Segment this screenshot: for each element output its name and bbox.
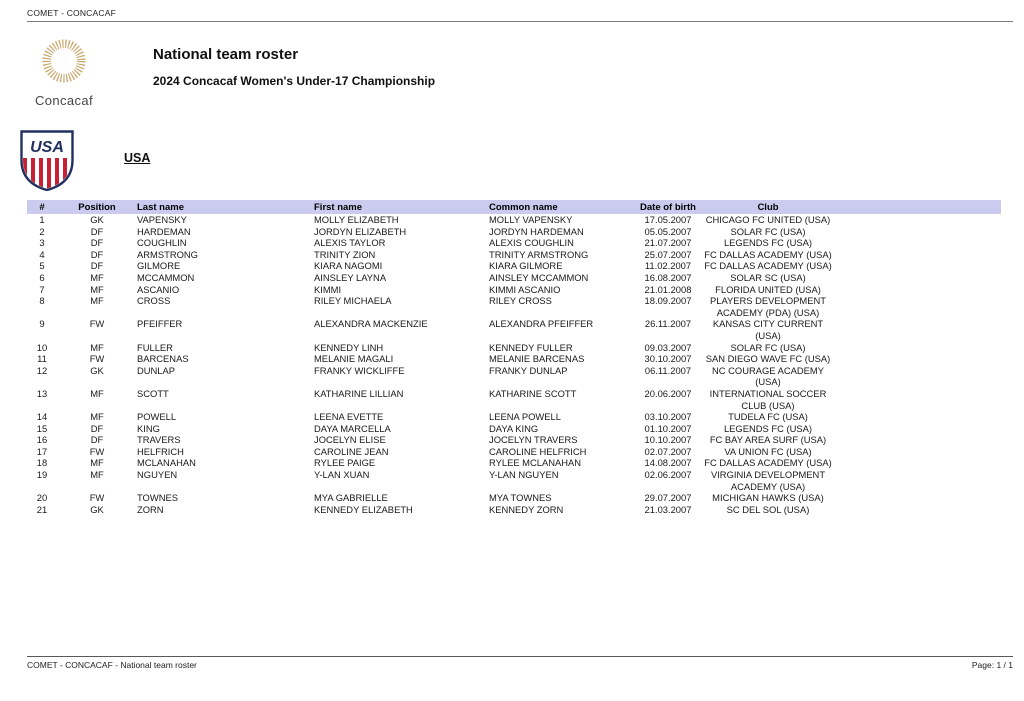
table-row <box>27 469 1001 492</box>
cell: VA UNION FC (USA) <box>724 445 812 457</box>
cell: FLORIDA UNITED (USA) <box>715 283 821 295</box>
cell: KIARA NAGOMI <box>314 260 383 272</box>
cell: 7 <box>39 283 45 295</box>
cell: KIARA GILMORE <box>489 260 563 272</box>
table-row <box>27 237 1001 249</box>
cell-filler <box>834 423 1001 435</box>
cell: KANSAS CITY CURRENT (USA) <box>712 318 824 341</box>
cell: AINSLEY MCCAMMON <box>489 271 589 283</box>
cell: 6 <box>39 271 45 283</box>
cell-filler <box>834 446 1001 458</box>
roster-table-body <box>27 214 1001 515</box>
cell: 8 <box>39 295 45 307</box>
cell-filler <box>834 365 1001 388</box>
cell: VIRGINIA DEVELOPMENT ACADEMY (USA) <box>710 469 826 492</box>
page-title: National team roster <box>153 46 299 63</box>
cell: CROSS <box>137 295 171 307</box>
cell: DF <box>90 225 104 237</box>
col-club: Club <box>702 200 834 214</box>
cell: MF <box>90 411 104 423</box>
col-first-name: First name <box>314 200 489 214</box>
cell: GILMORE <box>137 260 181 272</box>
cell: 17 <box>36 445 48 457</box>
cell: FW <box>89 353 105 365</box>
table-row <box>27 353 1001 365</box>
cell: 14.08.2007 <box>644 457 692 469</box>
crest-stripes <box>23 158 71 189</box>
table-row <box>27 504 1001 516</box>
cell: FC DALLAS ACADEMY (USA) <box>704 457 832 469</box>
cell: 26.11.2007 <box>644 318 692 330</box>
table-row <box>27 365 1001 388</box>
cell: 16 <box>36 434 48 446</box>
cell-filler <box>834 284 1001 296</box>
cell: FW <box>89 492 105 504</box>
cell: 01.10.2007 <box>644 422 692 434</box>
cell: FULLER <box>137 341 173 353</box>
cell: SOLAR SC (USA) <box>730 271 806 283</box>
cell: 19 <box>36 469 48 481</box>
col-last-name: Last name <box>137 200 314 214</box>
cell: 2 <box>39 225 45 237</box>
cell: TUDELA FC (USA) <box>728 411 808 423</box>
cell: NGUYEN <box>137 469 178 481</box>
cell: KATHARINE LILLIAN <box>314 387 404 399</box>
cell: GK <box>90 214 104 225</box>
cell: 25.07.2007 <box>644 248 692 260</box>
cell: FW <box>89 445 105 457</box>
cell: 17.05.2007 <box>644 214 692 225</box>
cell-filler <box>834 237 1001 249</box>
cell-filler <box>834 249 1001 261</box>
cell: DF <box>90 422 104 434</box>
table-row <box>27 411 1001 423</box>
cell-filler <box>834 388 1001 411</box>
cell: 29.07.2007 <box>644 492 692 504</box>
cell: GK <box>90 503 104 515</box>
cell: MF <box>90 283 104 295</box>
cell: BARCENAS <box>137 353 189 365</box>
cell: 06.11.2007 <box>644 364 692 376</box>
cell: JOCELYN TRAVERS <box>489 434 578 446</box>
col-filler <box>834 200 1001 214</box>
concacaf-logo <box>27 35 101 108</box>
cell: KING <box>137 422 160 434</box>
cell: TOWNES <box>137 492 178 504</box>
usa-crest-icon <box>20 129 74 191</box>
cell: FRANKY DUNLAP <box>489 364 568 376</box>
cell: ALEXIS COUGHLIN <box>489 237 574 249</box>
table-row <box>27 295 1001 318</box>
table-row <box>27 388 1001 411</box>
cell: KENNEDY FULLER <box>489 341 573 353</box>
cell: MF <box>90 341 104 353</box>
cell: MCCAMMON <box>137 271 195 283</box>
cell: 13 <box>36 387 48 399</box>
cell: MF <box>90 271 104 283</box>
cell: Y-LAN XUAN <box>314 469 370 481</box>
cell-filler <box>834 226 1001 238</box>
cell: 12 <box>36 364 48 376</box>
cell: SOLAR FC (USA) <box>730 341 806 353</box>
cell: 3 <box>39 237 45 249</box>
cell: HELFRICH <box>137 445 184 457</box>
cell: TRAVERS <box>137 434 181 446</box>
cell: MCLANAHAN <box>137 457 196 469</box>
cell: GK <box>90 364 104 376</box>
cell: DF <box>90 434 104 446</box>
cell: TRINITY ZION <box>314 248 376 260</box>
cell: SCOTT <box>137 387 169 399</box>
col-date-of-birth: Date of birth <box>634 200 702 214</box>
cell-filler <box>834 434 1001 446</box>
cell: NC COURAGE ACADEMY (USA) <box>712 364 824 388</box>
cell: DF <box>90 248 104 260</box>
cell: 18.09.2007 <box>644 295 692 307</box>
cell: HARDEMAN <box>137 225 191 237</box>
cell: MELANIE BARCENAS <box>489 353 585 365</box>
col-common-name: Common name <box>489 200 634 214</box>
table-row <box>27 249 1001 261</box>
cell: RYLEE PAIGE <box>314 457 376 469</box>
cell: MICHIGAN HAWKS (USA) <box>712 492 824 504</box>
header-row <box>27 200 1001 214</box>
cell: SAN DIEGO WAVE FC (USA) <box>705 353 831 365</box>
cell: DUNLAP <box>137 364 176 376</box>
competition-subtitle: 2024 Concacaf Women's Under-17 Championship <box>153 74 436 88</box>
cell: DF <box>90 260 104 272</box>
roster-table <box>27 200 1001 515</box>
cell: JORDYN HARDEMAN <box>489 225 584 237</box>
table-row <box>27 318 1001 341</box>
cell: ASCANIO <box>137 283 180 295</box>
table-row <box>27 342 1001 354</box>
roster-table-header <box>27 200 1001 214</box>
col-number: # <box>27 200 57 214</box>
cell: SC DEL SOL (USA) <box>726 503 810 515</box>
cell: INTERNATIONAL SOCCER CLUB (USA) <box>709 387 827 411</box>
cell: FW <box>89 318 105 330</box>
cell: DF <box>90 237 104 249</box>
cell: MYA GABRIELLE <box>314 492 388 504</box>
cell: PLAYERS DEVELOPMENT ACADEMY (PDA) (USA) <box>709 295 826 318</box>
cell: RILEY CROSS <box>489 295 552 307</box>
cell: 10 <box>36 341 48 353</box>
cell: LEENA EVETTE <box>314 411 384 423</box>
cell-filler <box>834 411 1001 423</box>
cell: 5 <box>39 260 45 272</box>
cell: POWELL <box>137 411 177 423</box>
cell: 20.06.2007 <box>644 387 692 399</box>
cell: 30.10.2007 <box>644 353 692 365</box>
cell: PFEIFFER <box>137 318 183 330</box>
cell: VAPENSKY <box>137 214 187 225</box>
report-titles <box>153 35 435 88</box>
table-row <box>27 434 1001 446</box>
cell: 10.10.2007 <box>644 434 692 446</box>
cell: DAYA KING <box>489 422 539 434</box>
cell: 11.02.2007 <box>644 260 692 272</box>
cell: 03.10.2007 <box>644 411 692 423</box>
cell: TRINITY ARMSTRONG <box>489 248 589 260</box>
cell: 15 <box>36 422 48 434</box>
cell-filler <box>834 342 1001 354</box>
cell-filler <box>834 469 1001 492</box>
cell: KIMMI ASCANIO <box>489 283 561 295</box>
table-row <box>27 492 1001 504</box>
cell: MELANIE MAGALI <box>314 353 394 365</box>
cell: CAROLINE HELFRICH <box>489 445 587 457</box>
cell: CAROLINE JEAN <box>314 445 389 457</box>
cell: AINSLEY LAYNA <box>314 271 387 283</box>
cell: COUGHLIN <box>137 237 187 249</box>
cell: ALEXANDRA MACKENZIE <box>314 318 428 330</box>
cell-filler <box>834 272 1001 284</box>
cell: 16.08.2007 <box>644 271 692 283</box>
table-row <box>27 457 1001 469</box>
table-row <box>27 272 1001 284</box>
table-row <box>27 284 1001 296</box>
cell: KENNEDY ELIZABETH <box>314 503 413 515</box>
cell-filler <box>834 492 1001 504</box>
cell: 11 <box>37 353 47 365</box>
cell-filler <box>834 318 1001 341</box>
cell: 21.03.2007 <box>644 503 692 515</box>
team-block <box>20 129 1013 191</box>
col-position: Position <box>57 200 137 214</box>
cell: 1 <box>39 214 45 225</box>
cell: FC DALLAS ACADEMY (USA) <box>704 248 832 260</box>
cell: DAYA MARCELLA <box>314 422 391 434</box>
table-row <box>27 446 1001 458</box>
cell: KENNEDY ZORN <box>489 503 564 515</box>
cell: 21 <box>36 503 48 515</box>
cell: RYLEE MCLANAHAN <box>489 457 582 469</box>
cell: MOLLY VAPENSKY <box>489 214 573 225</box>
cell: 21.07.2007 <box>644 237 692 249</box>
cell: MF <box>90 295 104 307</box>
cell: 18 <box>36 457 48 469</box>
cell: 02.07.2007 <box>644 445 692 457</box>
cell: LEENA POWELL <box>489 411 561 423</box>
cell: KATHARINE SCOTT <box>489 387 577 399</box>
cell: FRANKY WICKLIFFE <box>314 364 405 376</box>
cell: FC BAY AREA SURF (USA) <box>709 434 827 446</box>
cell: KIMMI <box>314 283 342 295</box>
table-row <box>27 214 1001 226</box>
cell: JOCELYN ELISE <box>314 434 386 446</box>
cell: ALEXANDRA PFEIFFER <box>489 318 594 330</box>
cell: Y-LAN NGUYEN <box>489 469 559 481</box>
cell: 14 <box>36 411 48 423</box>
cell: CHICAGO FC UNITED (USA) <box>705 214 831 225</box>
cell: 09.03.2007 <box>644 341 692 353</box>
footer-left-text: COMET - CONCACAF - National team roster <box>27 660 197 670</box>
cell: ZORN <box>137 503 164 515</box>
cell: MOLLY ELIZABETH <box>314 214 399 225</box>
cell: JORDYN ELIZABETH <box>314 225 407 237</box>
title-block <box>27 35 1013 108</box>
cell: MF <box>90 387 104 399</box>
cell: LEGENDS FC (USA) <box>723 237 813 249</box>
cell: ALEXIS TAYLOR <box>314 237 386 249</box>
cell: KENNEDY LINH <box>314 341 384 353</box>
cell: FC DALLAS ACADEMY (USA) <box>704 260 832 272</box>
cell: ARMSTRONG <box>137 248 198 260</box>
cell: 9 <box>39 318 45 330</box>
cell: RILEY MICHAELA <box>314 295 392 307</box>
cell: 20 <box>36 492 48 504</box>
cell-filler <box>834 295 1001 318</box>
document-header-text: COMET - CONCACAF <box>27 8 1013 22</box>
cell: MF <box>90 469 104 481</box>
concacaf-wordmark: Concacaf <box>34 93 94 108</box>
footer-page-number: Page: 1 / 1 <box>971 660 1013 670</box>
cell: 05.05.2007 <box>644 225 692 237</box>
cell: 02.06.2007 <box>644 469 692 481</box>
cell-filler <box>834 353 1001 365</box>
table-row <box>27 423 1001 435</box>
cell: MYA TOWNES <box>489 492 552 504</box>
cell: LEGENDS FC (USA) <box>723 422 813 434</box>
table-row <box>27 226 1001 238</box>
cell: 4 <box>39 248 45 260</box>
cell: 21.01.2008 <box>644 283 692 295</box>
crest-usa-text: USA <box>30 139 64 156</box>
page-footer <box>27 656 1013 670</box>
cell-filler <box>834 457 1001 469</box>
cell-filler <box>834 504 1001 516</box>
cell-filler <box>834 214 1001 226</box>
cell: SOLAR FC (USA) <box>730 225 806 237</box>
team-name-label: USA <box>124 151 151 165</box>
concacaf-sunburst-icon <box>34 35 94 91</box>
cell-filler <box>834 260 1001 272</box>
cell: MF <box>90 457 104 469</box>
table-row <box>27 260 1001 272</box>
